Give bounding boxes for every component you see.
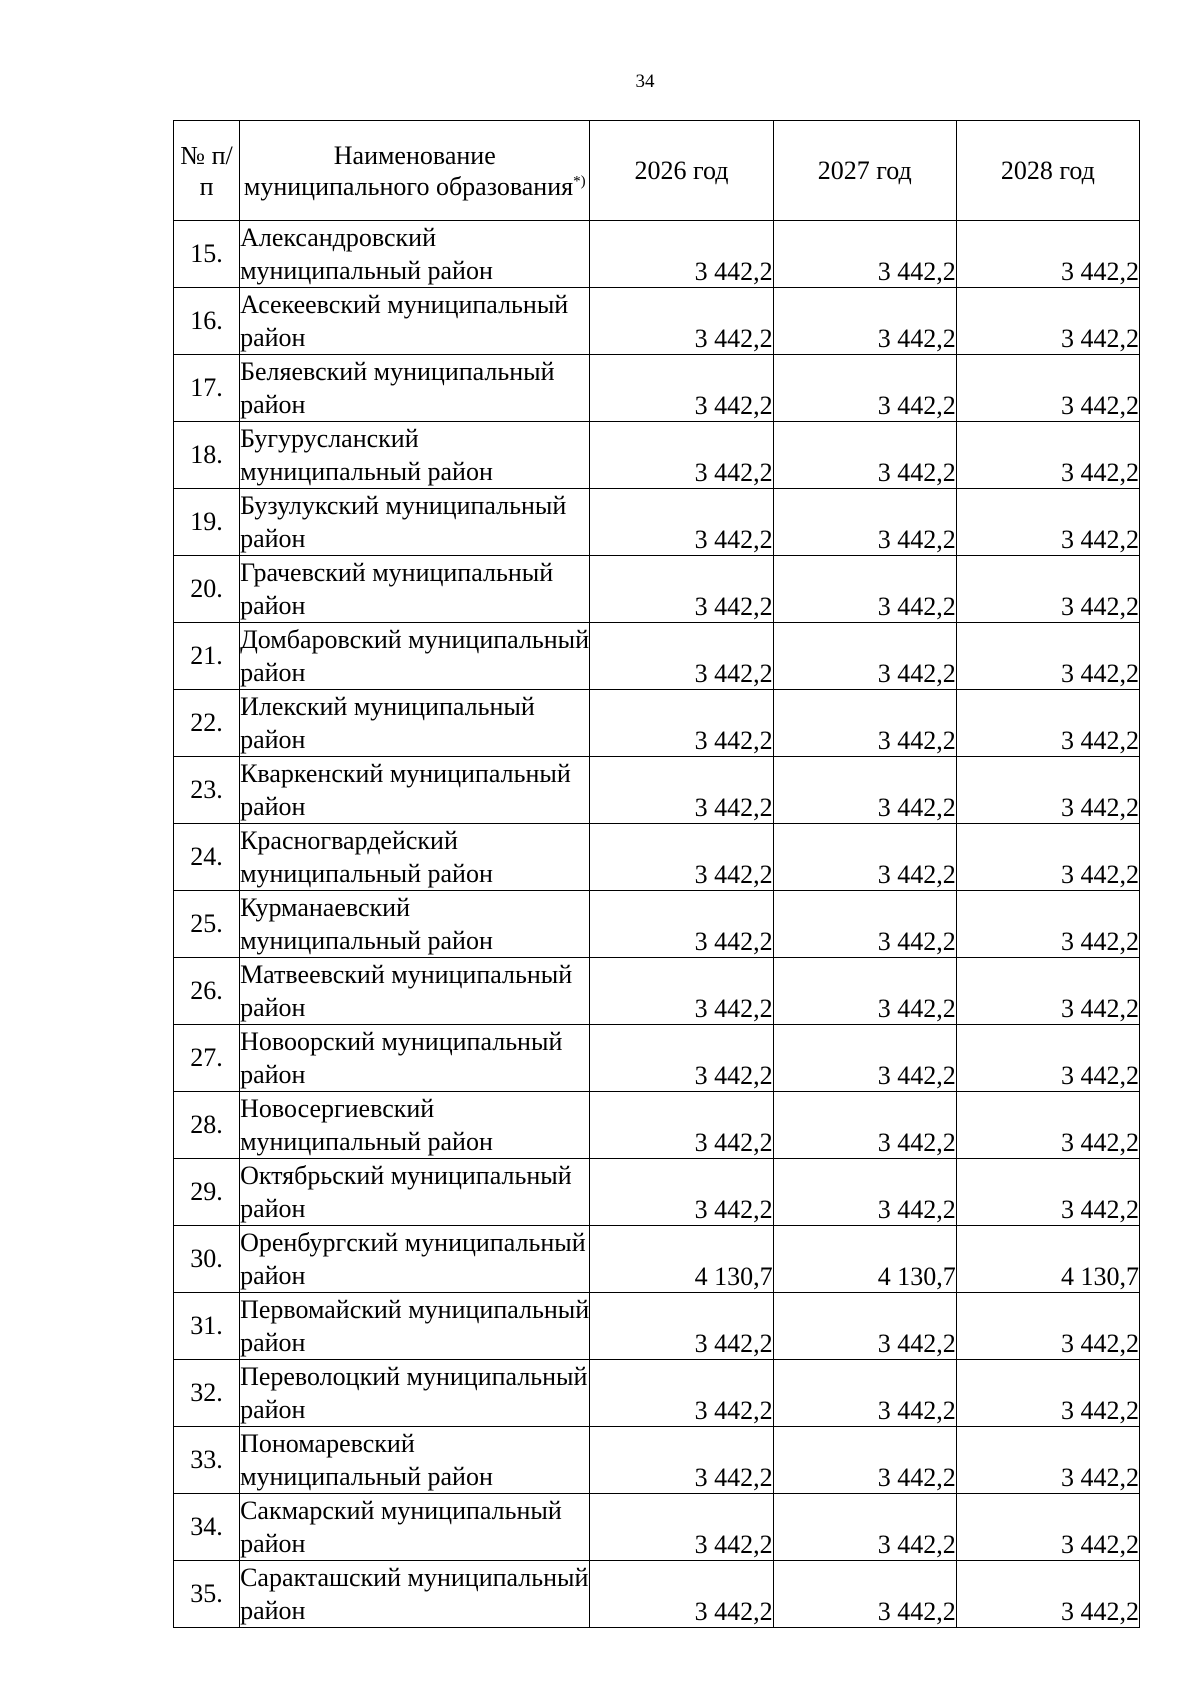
value-2027: 3 442,2: [773, 489, 956, 556]
header-year-2028: 2028 год: [956, 121, 1139, 221]
table-row: [174, 1427, 1140, 1494]
value-2027: 3 442,2: [773, 355, 956, 422]
table-header-row: [174, 121, 1140, 221]
value-2028: 3 442,2: [956, 1561, 1139, 1628]
value-2028: 3 442,2: [956, 1092, 1139, 1159]
value-2028: 3 442,2: [956, 1494, 1139, 1561]
table-row: [174, 489, 1140, 556]
value-2027: 3 442,2: [773, 422, 956, 489]
table-row: [174, 1293, 1140, 1360]
value-2027: 3 442,2: [773, 824, 956, 891]
municipality-name: Грачевский муниципальный район: [240, 556, 590, 623]
value-2027: 3 442,2: [773, 958, 956, 1025]
value-2026: 3 442,2: [590, 1159, 773, 1226]
table-row: [174, 958, 1140, 1025]
value-2028: 4 130,7: [956, 1226, 1139, 1293]
municipality-name: Илекский муниципальный район: [240, 690, 590, 757]
table-row: [174, 1360, 1140, 1427]
value-2026: 3 442,2: [590, 1427, 773, 1494]
value-2027: 3 442,2: [773, 1494, 956, 1561]
value-2028: 3 442,2: [956, 1427, 1139, 1494]
value-2027: 4 130,7: [773, 1226, 956, 1293]
table-row: [174, 355, 1140, 422]
allocation-table: [173, 120, 1140, 1628]
value-2027: 3 442,2: [773, 690, 956, 757]
row-number: 17.: [174, 355, 240, 422]
municipality-name: Новоорский муниципальный район: [240, 1025, 590, 1092]
header-year-2027: 2027 год: [773, 121, 956, 221]
row-number: 34.: [174, 1494, 240, 1561]
value-2028: 3 442,2: [956, 355, 1139, 422]
row-number: 35.: [174, 1561, 240, 1628]
row-number: 15.: [174, 221, 240, 288]
value-2027: 3 442,2: [773, 623, 956, 690]
value-2027: 3 442,2: [773, 1092, 956, 1159]
municipality-name: Новосергиевский муниципальный район: [240, 1092, 590, 1159]
value-2027: 3 442,2: [773, 757, 956, 824]
table-row: [174, 422, 1140, 489]
header-footnote-mark: *): [573, 172, 586, 189]
value-2028: 3 442,2: [956, 690, 1139, 757]
table-row: [174, 757, 1140, 824]
municipality-name: Александровский муниципальный район: [240, 221, 590, 288]
row-number: 19.: [174, 489, 240, 556]
value-2027: 3 442,2: [773, 556, 956, 623]
value-2026: 3 442,2: [590, 958, 773, 1025]
value-2027: 3 442,2: [773, 1427, 956, 1494]
header-year-2026: 2026 год: [590, 121, 773, 221]
row-number: 24.: [174, 824, 240, 891]
value-2028: 3 442,2: [956, 958, 1139, 1025]
value-2026: 3 442,2: [590, 422, 773, 489]
value-2026: 3 442,2: [590, 824, 773, 891]
municipality-name: Курманаевский муниципальный район: [240, 891, 590, 958]
table-row: [174, 1561, 1140, 1628]
value-2026: 3 442,2: [590, 1092, 773, 1159]
value-2027: 3 442,2: [773, 288, 956, 355]
value-2026: 3 442,2: [590, 288, 773, 355]
value-2026: 3 442,2: [590, 1360, 773, 1427]
value-2027: 3 442,2: [773, 221, 956, 288]
table-row: [174, 1226, 1140, 1293]
table-row: [174, 288, 1140, 355]
value-2027: 3 442,2: [773, 1025, 956, 1092]
row-number: 25.: [174, 891, 240, 958]
table-row: [174, 1159, 1140, 1226]
row-number: 23.: [174, 757, 240, 824]
value-2028: 3 442,2: [956, 422, 1139, 489]
header-municipality: [240, 121, 590, 221]
value-2028: 3 442,2: [956, 891, 1139, 958]
value-2028: 3 442,2: [956, 556, 1139, 623]
municipality-name: Сакмарский муниципальный район: [240, 1494, 590, 1561]
table-row: [174, 1494, 1140, 1561]
municipality-name: Матвеевский муниципальный район: [240, 958, 590, 1025]
municipality-name: Саракташский муниципальный район: [240, 1561, 590, 1628]
value-2028: 3 442,2: [956, 1293, 1139, 1360]
row-number: 21.: [174, 623, 240, 690]
value-2027: 3 442,2: [773, 1360, 956, 1427]
row-number: 27.: [174, 1025, 240, 1092]
value-2026: 3 442,2: [590, 1494, 773, 1561]
row-number: 29.: [174, 1159, 240, 1226]
value-2028: 3 442,2: [956, 623, 1139, 690]
table-row: [174, 824, 1140, 891]
value-2026: 3 442,2: [590, 1025, 773, 1092]
value-2026: 4 130,7: [590, 1226, 773, 1293]
municipality-name: Асекеевский муниципальный район: [240, 288, 590, 355]
municipality-name: Красногвардейский муниципальный район: [240, 824, 590, 891]
municipality-name: Пономаревский муниципальный район: [240, 1427, 590, 1494]
value-2027: 3 442,2: [773, 1561, 956, 1628]
row-number: 31.: [174, 1293, 240, 1360]
row-number: 26.: [174, 958, 240, 1025]
row-number: 16.: [174, 288, 240, 355]
value-2028: 3 442,2: [956, 1360, 1139, 1427]
value-2028: 3 442,2: [956, 288, 1139, 355]
header-municipality-label: Наименование муниципального образования: [243, 140, 574, 201]
page-number: 34: [635, 71, 655, 92]
municipality-name: Оренбургский муниципальный район: [240, 1226, 590, 1293]
municipality-name: Первомайский муниципальный район: [240, 1293, 590, 1360]
value-2026: 3 442,2: [590, 891, 773, 958]
row-number: 32.: [174, 1360, 240, 1427]
value-2028: 3 442,2: [956, 824, 1139, 891]
value-2028: 3 442,2: [956, 1025, 1139, 1092]
table-row: [174, 221, 1140, 288]
table-row: [174, 1092, 1140, 1159]
value-2027: 3 442,2: [773, 1293, 956, 1360]
value-2028: 3 442,2: [956, 757, 1139, 824]
row-number: 28.: [174, 1092, 240, 1159]
municipality-name: Бугурусланский муниципальный район: [240, 422, 590, 489]
header-number: № п/п: [174, 121, 240, 221]
municipality-name: Переволоцкий муниципальный район: [240, 1360, 590, 1427]
value-2026: 3 442,2: [590, 757, 773, 824]
value-2026: 3 442,2: [590, 221, 773, 288]
value-2028: 3 442,2: [956, 1159, 1139, 1226]
value-2026: 3 442,2: [590, 690, 773, 757]
table-row: [174, 1025, 1140, 1092]
value-2026: 3 442,2: [590, 556, 773, 623]
value-2026: 3 442,2: [590, 1293, 773, 1360]
row-number: 33.: [174, 1427, 240, 1494]
value-2026: 3 442,2: [590, 489, 773, 556]
table-body: [174, 221, 1140, 1628]
value-2026: 3 442,2: [590, 623, 773, 690]
table-row: [174, 891, 1140, 958]
row-number: 30.: [174, 1226, 240, 1293]
table-row: [174, 690, 1140, 757]
row-number: 22.: [174, 690, 240, 757]
value-2026: 3 442,2: [590, 355, 773, 422]
municipality-name: Октябрьский муниципальный район: [240, 1159, 590, 1226]
value-2026: 3 442,2: [590, 1561, 773, 1628]
municipality-name: Бузулукский муниципальный район: [240, 489, 590, 556]
value-2027: 3 442,2: [773, 1159, 956, 1226]
value-2027: 3 442,2: [773, 891, 956, 958]
municipality-name: Домбаровский муниципальный район: [240, 623, 590, 690]
municipality-name: Кваркенский муниципальный район: [240, 757, 590, 824]
row-number: 18.: [174, 422, 240, 489]
row-number: 20.: [174, 556, 240, 623]
table-row: [174, 623, 1140, 690]
table-row: [174, 556, 1140, 623]
value-2028: 3 442,2: [956, 221, 1139, 288]
municipality-name: Беляевский муниципальный район: [240, 355, 590, 422]
value-2028: 3 442,2: [956, 489, 1139, 556]
